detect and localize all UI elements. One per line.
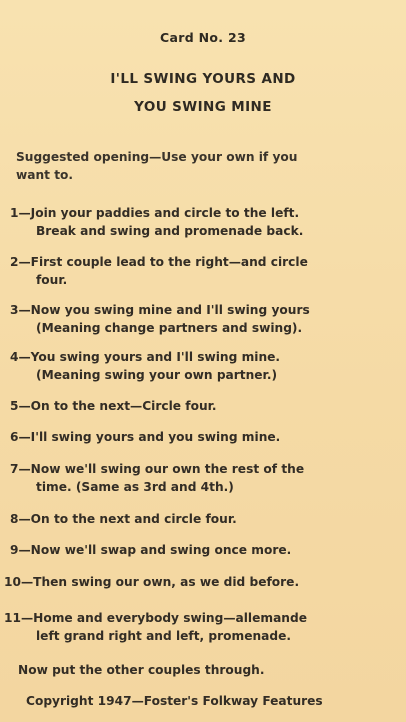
step-number: 9: [10, 543, 19, 557]
step-text: —Join your paddies and circle to the left.: [18, 206, 300, 220]
step-text: —I'll swing yours and you swing mine.: [18, 430, 281, 444]
step-8: [10, 510, 366, 528]
step-number: 6: [10, 430, 19, 444]
title-line-2: YOU SWING MINE: [134, 99, 272, 115]
step-text: —You swing yours and I'll swing mine.: [18, 350, 281, 364]
step-number: 2: [10, 255, 19, 269]
step-text: —Now we'll swap and swing once more.: [18, 543, 292, 557]
step-number: 10: [4, 575, 21, 589]
step-text: —On to the next—Circle four.: [18, 399, 217, 413]
step-text: —On to the next and circle four.: [18, 512, 237, 526]
title-line-1: I'LL SWING YOURS AND: [110, 71, 296, 87]
copyright-notice: Copyright 1947—Foster's Folkway Features: [26, 694, 323, 708]
step-11: [4, 609, 366, 645]
step-number: 3: [10, 303, 19, 317]
step-text: —Now we'll swing our own the rest of the: [18, 462, 305, 476]
step-text-continued: four.: [36, 273, 68, 287]
step-2: [10, 253, 366, 289]
step-9: [10, 541, 366, 559]
opening-line-1: Suggested opening—Use your own if you: [16, 150, 298, 164]
step-number: 5: [10, 399, 19, 413]
step-text-continued: (Meaning change partners and swing).: [36, 321, 303, 335]
step-3: [10, 301, 366, 337]
step-7: [10, 460, 366, 496]
step-text: —Now you swing mine and I'll swing yours: [18, 303, 310, 317]
step-text: —First couple lead to the right—and circle: [18, 255, 308, 269]
suggested-opening: [16, 148, 346, 184]
closing-instruction: Now put the other couples through.: [18, 663, 265, 677]
step-text-continued: time. (Same as 3rd and 4th.): [36, 480, 234, 494]
step-10: [4, 573, 366, 591]
step-text: —Then swing our own, as we did before.: [20, 575, 300, 589]
step-text: —Home and everybody swing—allemande: [20, 611, 307, 625]
step-number: 4: [10, 350, 19, 364]
step-6: [10, 428, 366, 446]
opening-line-2: want to.: [16, 168, 74, 182]
step-text-continued: left grand right and left, promenade.: [36, 629, 291, 643]
step-number: 8: [10, 512, 19, 526]
step-text-continued: (Meaning swing your own partner.): [36, 368, 278, 382]
step-text-continued: Break and swing and promenade back.: [36, 224, 304, 238]
step-number: 11: [4, 611, 21, 625]
step-4: [10, 348, 366, 384]
card-number: Card No. 23: [160, 30, 246, 45]
step-number: 1: [10, 206, 19, 220]
step-number: 7: [10, 462, 19, 476]
step-1: [10, 204, 366, 240]
step-5: [10, 397, 366, 415]
